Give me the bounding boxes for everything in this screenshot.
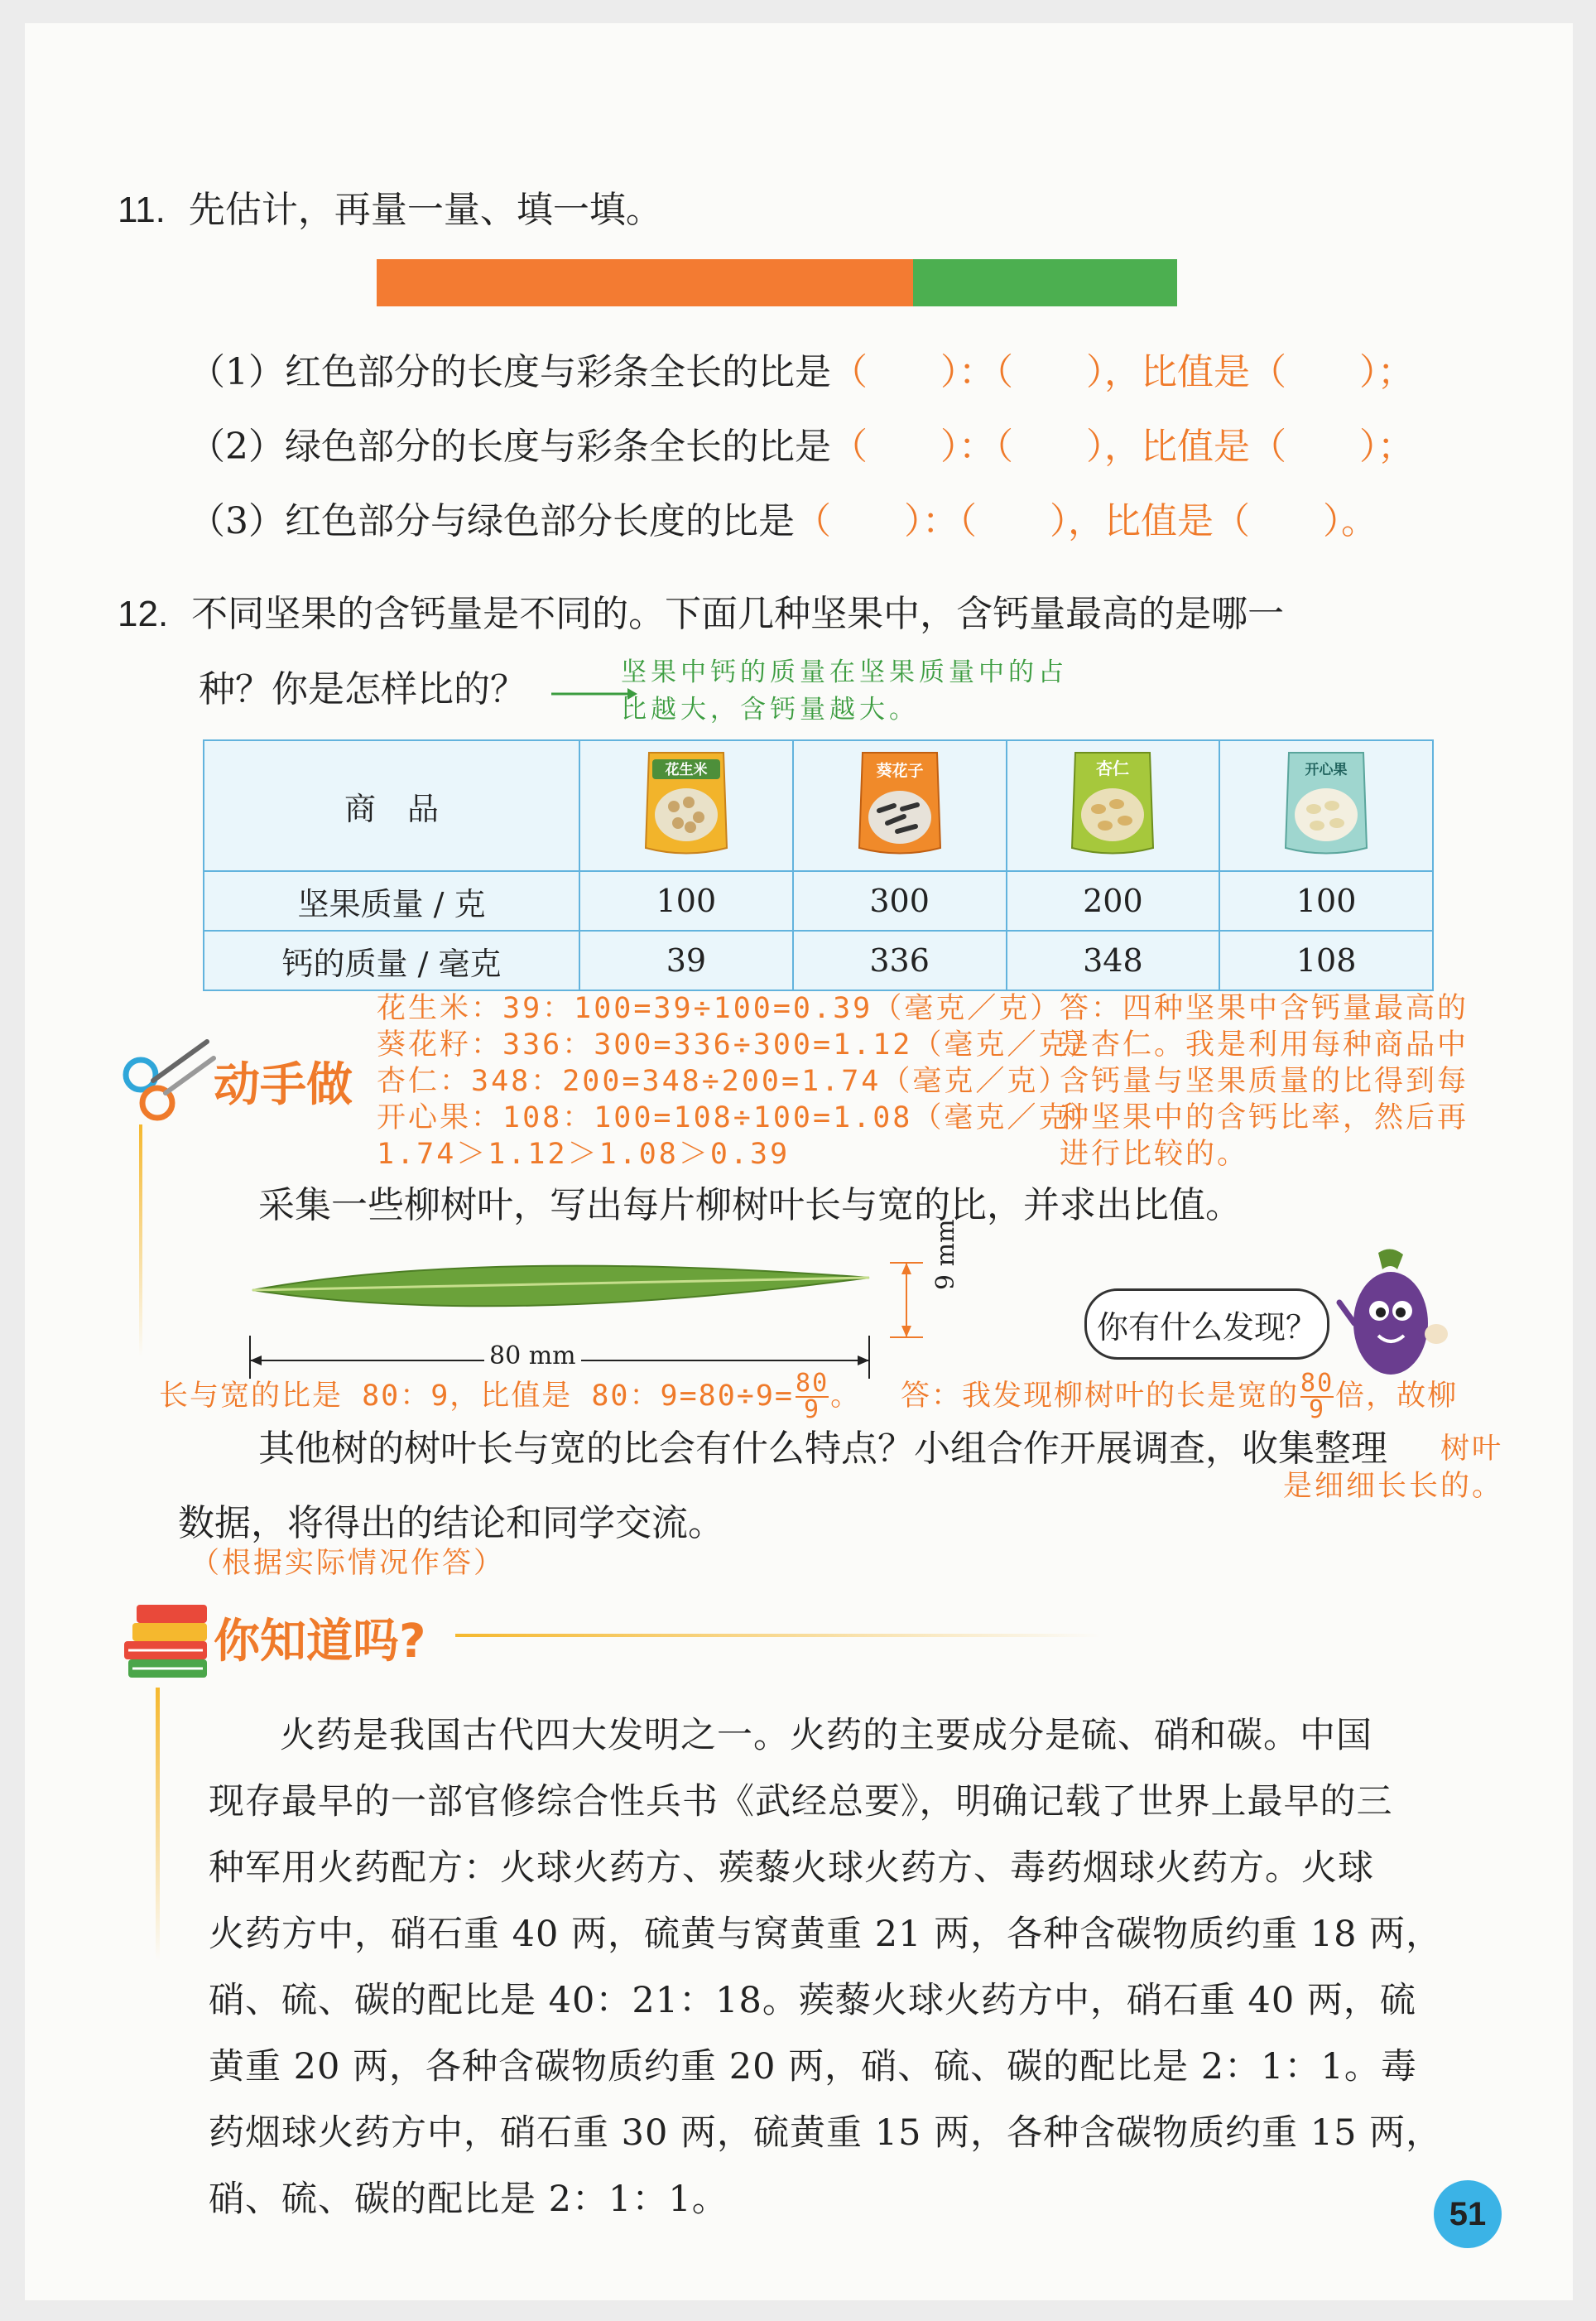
leaf-width-label: 9 mm	[931, 1219, 960, 1290]
answer-blanks: （ ）：（ ），比值是（ ）；	[831, 426, 1414, 468]
table-cell-product-almond	[1007, 740, 1220, 871]
paragraph-line: 黄重 20 两，各种含碳物质约重 20 两，硝、硫、碳的配比是 2：1：1。毒	[209, 2046, 1417, 2087]
question-number: 12.	[118, 594, 169, 634]
table-cell: 100	[579, 871, 793, 931]
survey-note: （根据实际情况作答）	[190, 1547, 506, 1580]
table-cell-product-sunflower	[793, 740, 1007, 871]
section-title-hands-on: 动手做	[214, 1058, 353, 1112]
table-row	[204, 931, 1433, 990]
answer-line-4: 种坚果中的含钙比率，然后再	[1060, 1101, 1469, 1134]
sunflower-seed-bag-icon	[854, 744, 945, 860]
paragraph-line: 药烟球火药方中，硝石重 30 两，硫黄重 15 两，各种含碳物质约重 15 两，	[209, 2112, 1443, 2154]
item-text: （2）绿色部分的长度与彩条全长的比是	[189, 426, 831, 468]
answer-line-3: 含钙量与坚果质量的比得到每	[1060, 1065, 1469, 1098]
textbook-page	[25, 23, 1573, 2300]
speech-text: 你有什么发现？	[1096, 1308, 1317, 1346]
q11-item-1	[189, 348, 1414, 397]
finding-answer	[901, 1371, 1458, 1423]
answer-blanks: （ ）：（ ），比值是（ ）；	[831, 351, 1414, 393]
answer-blanks: （ ）：（ ），比值是（ ）。	[795, 500, 1377, 542]
item-text: （1）红色部分的长度与彩条全长的比是	[189, 351, 831, 393]
table-cell-product-peanut	[579, 740, 793, 871]
table-cell: 108	[1219, 931, 1433, 990]
section-side-rule	[139, 1124, 142, 1356]
question-number: 11.	[118, 190, 166, 230]
page-number-badge	[1434, 2180, 1502, 2248]
svg-text:开心果: 开心果	[1305, 761, 1348, 778]
question-12	[118, 590, 1284, 639]
fraction-numerator: 80	[1300, 1369, 1334, 1398]
eggplant-mascot-icon	[1333, 1245, 1449, 1385]
fraction-denominator: 9	[1309, 1395, 1326, 1424]
calc-line-2: 葵花籽：336：300=336÷300=1.12（毫克／克）	[377, 1028, 1102, 1062]
fraction-denominator: 9	[804, 1395, 821, 1424]
calc-line-1: 花生米：39：100=39÷100=0.39（毫克／克）	[377, 992, 1062, 1025]
calc-line-3: 杏仁：348：200=348÷200=1.74（毫克／克）	[377, 1065, 1070, 1098]
paragraph-line: 火药方中，硝石重 40 两，硫黄与窝黄重 21 两，各种含碳物质约重 18 两，	[209, 1914, 1443, 1955]
table-cell: 300	[793, 871, 1007, 931]
table-header: 钙的质量 / 毫克	[204, 931, 579, 990]
ratio-answer: 长与宽的比是 80：9，比值是 80：9=80÷9= $\frac{80}{9}$ 。	[159, 1369, 862, 1424]
question-line-1: 不同坚果的含钙量是不同的。下面几种坚果中，含钙量最高的是哪一	[191, 593, 1285, 635]
section-side-rule	[156, 1688, 160, 1961]
paragraph-line: 种军用火药配方：火球火药方、蒺藜火球火药方、毒药烟球火药方。火球	[209, 1847, 1374, 1889]
finding-answer-tail-1: 树叶	[1440, 1433, 1504, 1466]
answer-line-5: 进行比较的。	[1060, 1138, 1249, 1171]
table-row	[204, 871, 1433, 931]
table-cell: 39	[579, 931, 793, 990]
item-text: （3）红色部分与绿色部分长度的比是	[189, 500, 795, 542]
table-cell-product-pistachio	[1219, 740, 1433, 871]
section-title-did-you-know: 你知道吗?	[214, 1615, 426, 1669]
question-prompt: 先估计，再量一量、填一填。	[188, 189, 662, 231]
table-cell: 200	[1007, 871, 1220, 931]
finding-answer-text: 答：我发现柳树叶的长是宽的	[901, 1380, 1300, 1413]
fraction-80-over-9	[1300, 1371, 1334, 1423]
books-icon	[116, 1595, 224, 1694]
table-header: 商 品	[204, 740, 579, 871]
color-bar-green-part	[913, 259, 1177, 306]
answer-line-2: 是杏仁。我是利用每种商品中	[1060, 1028, 1469, 1062]
table-row	[204, 740, 1433, 871]
nut-calcium-table	[203, 739, 1434, 991]
scissors-icon	[116, 1035, 224, 1126]
question-11	[118, 185, 662, 235]
fraction-numerator: 80	[796, 1369, 829, 1398]
calc-line-5: 1.74＞1.12＞1.08＞0.39	[377, 1138, 791, 1171]
paragraph-line: 现存最早的一部官修综合性兵书《武经总要》，明确记载了世界上最早的三	[209, 1781, 1393, 1823]
fraction-80-over-9	[796, 1371, 829, 1423]
leaf-length-label: 80 mm	[484, 1341, 581, 1370]
hands-on-task: 采集一些柳树叶，写出每片柳树叶长与宽的比，并求出比值。	[258, 1184, 1242, 1226]
q11-item-3	[189, 497, 1377, 547]
hint-line-2: 比越大，含钙量越大。	[621, 695, 919, 725]
svg-text:葵花子: 葵花子	[876, 761, 924, 780]
finding-answer-text: 倍，故柳	[1335, 1380, 1459, 1413]
table-cell: 348	[1007, 931, 1220, 990]
table-header: 坚果质量 / 克	[204, 871, 579, 931]
survey-line-1: 其他树的树叶长与宽的比会有什么特点？小组合作开展调查，收集整理	[258, 1428, 1387, 1470]
table-cell: 336	[793, 931, 1007, 990]
q11-item-2	[189, 422, 1414, 472]
paragraph-line: 火药是我国古代四大发明之一。火药的主要成分是硫、硝和碳。中国	[280, 1715, 1372, 1756]
did-you-know-text	[209, 1702, 1517, 2232]
color-bar-red-part	[377, 259, 913, 306]
willow-leaf-figure	[232, 1228, 952, 1394]
peanut-bag-icon	[641, 744, 732, 860]
svg-text:杏仁: 杏仁	[1096, 758, 1130, 778]
survey-line-2: 数据，将得出的结论和同学交流。	[178, 1502, 724, 1544]
ratio-answer-text: 长与宽的比是 80：9，比值是 80：9=80÷9=	[159, 1380, 795, 1413]
question-line-2: 种？你是怎样比的？	[199, 668, 526, 710]
speech-bubble	[1084, 1288, 1329, 1360]
answer-line-1: 答：四种坚果中含钙量最高的	[1060, 992, 1469, 1025]
pistachio-bag-icon	[1281, 744, 1372, 860]
page-number: 51	[1449, 2195, 1487, 2232]
calc-line-4: 开心果：108：100=108÷100=1.08（毫克／克）	[377, 1101, 1102, 1134]
svg-text:花生米: 花生米	[665, 761, 708, 778]
hint-line-1: 坚果中钙的质量在坚果质量中的占	[621, 657, 1068, 687]
color-bar	[377, 259, 1177, 306]
table-cell: 100	[1219, 871, 1433, 931]
paragraph-line: 硝、硫、碳的配比是 2：1：1。	[209, 2179, 728, 2220]
section-title-rule	[455, 1634, 1101, 1637]
almond-bag-icon	[1067, 744, 1158, 860]
paragraph-line: 硝、硫、碳的配比是 40：21：18。蒺藜火球火药方中，硝石重 40 两，硫	[209, 1980, 1416, 2021]
finding-answer-tail-2: 是细细长长的。	[1283, 1470, 1504, 1503]
